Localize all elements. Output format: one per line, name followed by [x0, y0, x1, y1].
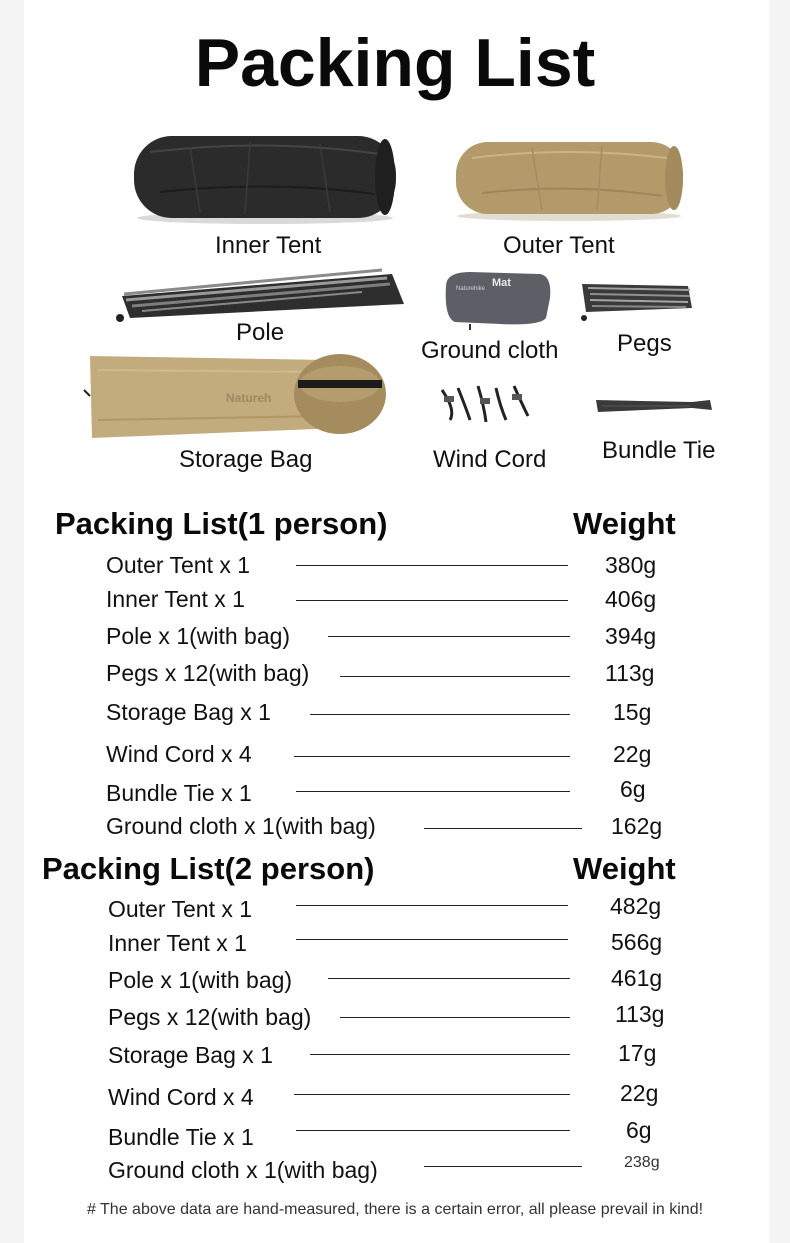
leader-line	[296, 1130, 570, 1131]
list1-item-name: Ground cloth x 1(with bag)	[106, 813, 376, 839]
list2-item-weight: 566g	[611, 929, 663, 955]
list1-item-name: Bundle Tie x 1	[106, 780, 252, 806]
list2-item-name: Inner Tent x 1	[108, 930, 247, 956]
leader-line	[294, 756, 570, 757]
leader-line	[294, 1094, 570, 1095]
list2-item-name: Pegs x 12(with bag)	[108, 1004, 312, 1030]
list2-item-weight: 461g	[611, 965, 663, 991]
footnote: # The above data are hand-measured, there is a certain error, all please prevail in kind!	[86, 1201, 704, 1218]
ground-cloth-image	[440, 268, 555, 330]
storage-bag-image	[78, 350, 388, 442]
list1-item-name: Storage Bag x 1	[106, 699, 271, 725]
pole-label: Pole	[236, 319, 285, 346]
inner-tent-image	[130, 132, 400, 227]
list2-item-name: Wind Cord x 4	[108, 1084, 254, 1110]
leader-line	[340, 1017, 570, 1018]
list2-heading: Packing List(2 person)	[42, 851, 375, 886]
list1-item-weight: 6g	[620, 776, 646, 802]
outer-tent-label: Outer Tent	[503, 232, 615, 259]
leader-line	[328, 978, 570, 979]
pegs-image	[578, 276, 696, 322]
list2-item-name: Pole x 1(with bag)	[108, 967, 293, 993]
leader-line	[296, 565, 568, 566]
page-title: Packing List	[194, 25, 596, 101]
list2-item-name: Outer Tent x 1	[108, 896, 253, 922]
leader-line	[424, 828, 582, 829]
list1-item-weight: 406g	[605, 586, 657, 612]
bundle-tie-label: Bundle Tie	[602, 437, 716, 464]
list1-item-name: Pole x 1(with bag)	[106, 623, 291, 649]
list2-item-weight: 22g	[620, 1080, 659, 1106]
ground-cloth-bag-text: Mat	[492, 277, 511, 289]
list1-weight-heading: Weight	[573, 506, 676, 541]
leader-line	[296, 939, 568, 940]
leader-line	[310, 1054, 570, 1055]
storage-bag-brand: Natureh	[226, 391, 272, 405]
list1-heading: Packing List(1 person)	[55, 506, 388, 541]
list1-item-weight: 162g	[611, 813, 663, 839]
leader-line	[296, 905, 568, 906]
list1-item-weight: 15g	[613, 699, 652, 725]
list2-item-weight: 482g	[610, 893, 662, 919]
list2-weight-heading: Weight	[573, 851, 676, 886]
leader-line	[310, 714, 570, 715]
bundle-tie-image	[592, 396, 714, 416]
storage-bag-label: Storage Bag	[179, 446, 313, 473]
list2-item-weight: 17g	[618, 1040, 657, 1066]
list2-item-name: Storage Bag x 1	[108, 1042, 273, 1068]
list2-item-name: Bundle Tie x 1	[108, 1124, 254, 1150]
list1-item-name: Pegs x 12(with bag)	[106, 660, 310, 686]
list2-item-weight: 6g	[626, 1117, 652, 1143]
pegs-label: Pegs	[617, 330, 672, 357]
ground-cloth-bag-brand: Naturehike	[456, 286, 486, 292]
list1-item-weight: 113g	[605, 660, 655, 686]
list1-item-name: Outer Tent x 1	[106, 552, 251, 578]
list1-item-weight: 22g	[613, 741, 652, 767]
leader-line	[328, 636, 570, 637]
list1-item-name: Wind Cord x 4	[106, 741, 252, 767]
list2-item-weight: 113g	[615, 1001, 665, 1027]
list1-item-weight: 394g	[605, 623, 657, 649]
leader-line	[296, 600, 568, 601]
ground-cloth-label: Ground cloth	[421, 337, 559, 364]
list2-item-weight: 238g	[624, 1154, 660, 1171]
list2-item-name: Ground cloth x 1(with bag)	[108, 1157, 378, 1183]
leader-line	[340, 676, 570, 677]
wind-cord-image	[436, 380, 536, 426]
list1-item-weight: 380g	[605, 552, 657, 578]
inner-tent-label: Inner Tent	[215, 232, 322, 259]
wind-cord-label: Wind Cord	[433, 446, 547, 473]
outer-tent-image	[452, 138, 687, 223]
list1-item-name: Inner Tent x 1	[106, 586, 245, 612]
leader-line	[296, 791, 570, 792]
leader-line	[424, 1166, 582, 1167]
